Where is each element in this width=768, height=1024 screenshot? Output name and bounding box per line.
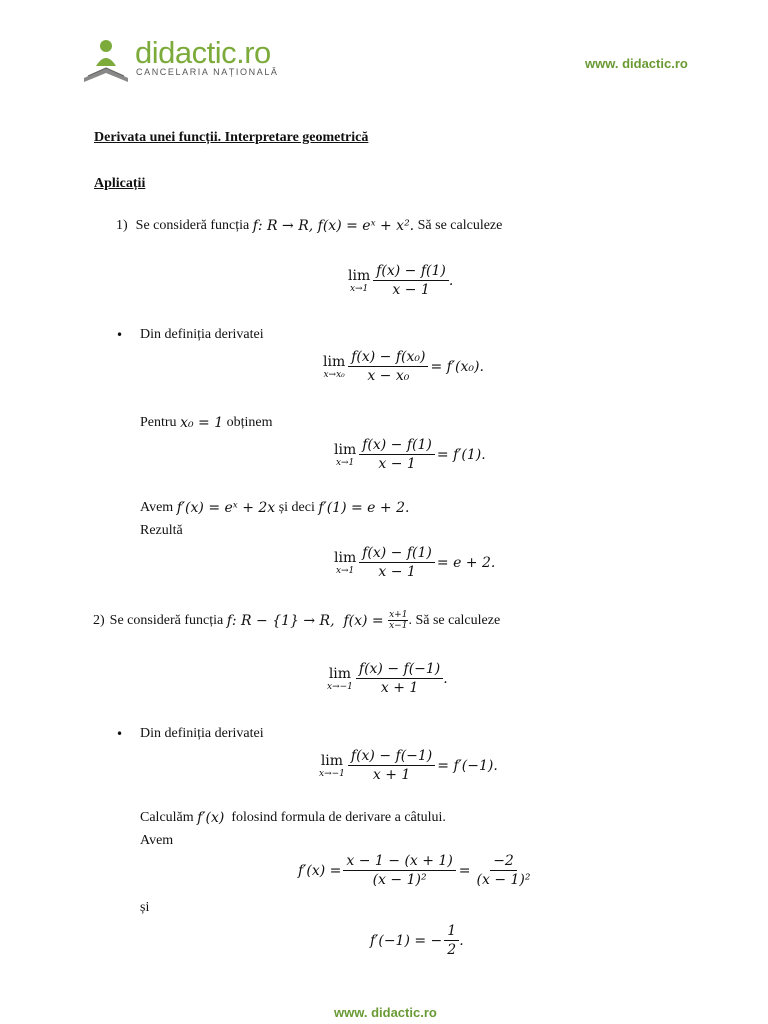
fraction: $\frac{f(x) - f(-1)}{x + 1}$ — [348, 747, 435, 784]
problem-number: 1) — [116, 218, 128, 233]
limit-operator: lim x→−1 — [327, 665, 353, 692]
logo-wordmark: didactic.ro — [135, 35, 271, 70]
quotient-derivative: f′(x) = $\frac{x - 1 - (x + 1)}{\text{(x − 1)²}}$ = $\frac{-2}{\text{(x − 1)²}}$ — [298, 852, 534, 889]
limit-operator: lim x→x₀ — [323, 353, 346, 380]
avem-label: Avem — [140, 833, 174, 848]
doc-title: Derivata unei funcții. Interpretare geometrică — [94, 130, 369, 145]
problem-number: 2) — [93, 612, 105, 628]
fraction: $\frac{f(x) - f(1)}{x - 1}$ — [359, 436, 435, 473]
limit-expression-2: lim x→−1 $\frac{f(x) - f(-1)}{x + 1}$ . — [327, 661, 448, 696]
fraction: $\frac{f(x) - f(1)}{x - 1}$ — [359, 544, 435, 581]
quotient-rule-line: Calculăm f′(x) folosind formula de derivare a câtului. — [140, 810, 446, 826]
problem-2-statement: 2) Se consideră funcția f: R − {1} → R, f(x) = $\frac{x+1}{x-1}$ . Să se calculeze — [93, 610, 501, 631]
si-label: și — [140, 900, 150, 915]
limit-operator: lim x→−1 — [319, 752, 345, 779]
statement-text: Să se calculeze — [414, 218, 503, 233]
limit-expression: lim x→1 $\frac{f(x) - f(1)}{x - 1}$ . — [348, 263, 454, 298]
derivative-definition-2: lim x→−1 $\frac{f(x) - f(-1)}{x + 1}$ = f′(−1). — [319, 748, 498, 783]
section-heading: Aplicații — [94, 176, 146, 191]
header-url[interactable]: www. didactic.ro — [585, 56, 688, 71]
logo-subtitle: CANCELARIA NAȚIONALĂ — [136, 67, 279, 77]
derivative-definition: lim x→x₀ $\frac{\text{f(x) − f(x₀)}}{\text{x − x₀}}$ = f′(x₀). — [323, 349, 484, 384]
result-label: Rezultă — [140, 523, 183, 538]
bullet-item: • Din definiția derivatei — [116, 726, 264, 741]
limit-operator: lim x→1 — [334, 549, 357, 576]
final-result: f′(−1) = − $\frac{1}{2}$ . — [370, 923, 464, 958]
limit-operator: lim x→1 — [348, 267, 371, 294]
derivative-line: Avem f′(x) = eˣ + 2x și deci f′(1) = e + 2. — [140, 500, 410, 516]
limit-operator: lim x→1 — [334, 441, 357, 468]
limit-at-1: lim x→1 $\frac{f(x) - f(1)}{x - 1}$ = f′(1). — [334, 437, 486, 472]
limit-result: lim x→1 $\frac{f(x) - f(1)}{x - 1}$ = e + 2. — [334, 545, 496, 580]
problem-1-statement — [116, 218, 502, 234]
substitution-line: Pentru x₀ = 1 obținem — [140, 415, 273, 431]
bullet-item: • Din definiția derivatei — [116, 327, 264, 342]
fraction: $\frac{x - 1 - (x + 1)}{\text{(x − 1)²}}$ — [343, 852, 455, 889]
footer-url[interactable]: www. didactic.ro — [334, 1005, 437, 1020]
fraction: $\frac{1}{2}$ — [444, 922, 459, 959]
statement-text: Se consideră funcția — [135, 218, 253, 233]
fraction: $\frac{-2}{\text{(x − 1)²}}$ — [476, 853, 531, 888]
inline-fraction: $\frac{x+1}{x-1}$ — [389, 610, 408, 631]
fraction: $\frac{f(x) - f(1)}{x - 1}$ — [373, 262, 449, 299]
function-definition: f: R → R, f(x) = eˣ + x². — [252, 218, 415, 234]
fraction: $\frac{f(x) - f(-1)}{x + 1}$ — [356, 660, 443, 697]
fraction: $\frac{\text{f(x) − f(x₀)}}{\text{x − x₀}}$ — [348, 348, 428, 385]
